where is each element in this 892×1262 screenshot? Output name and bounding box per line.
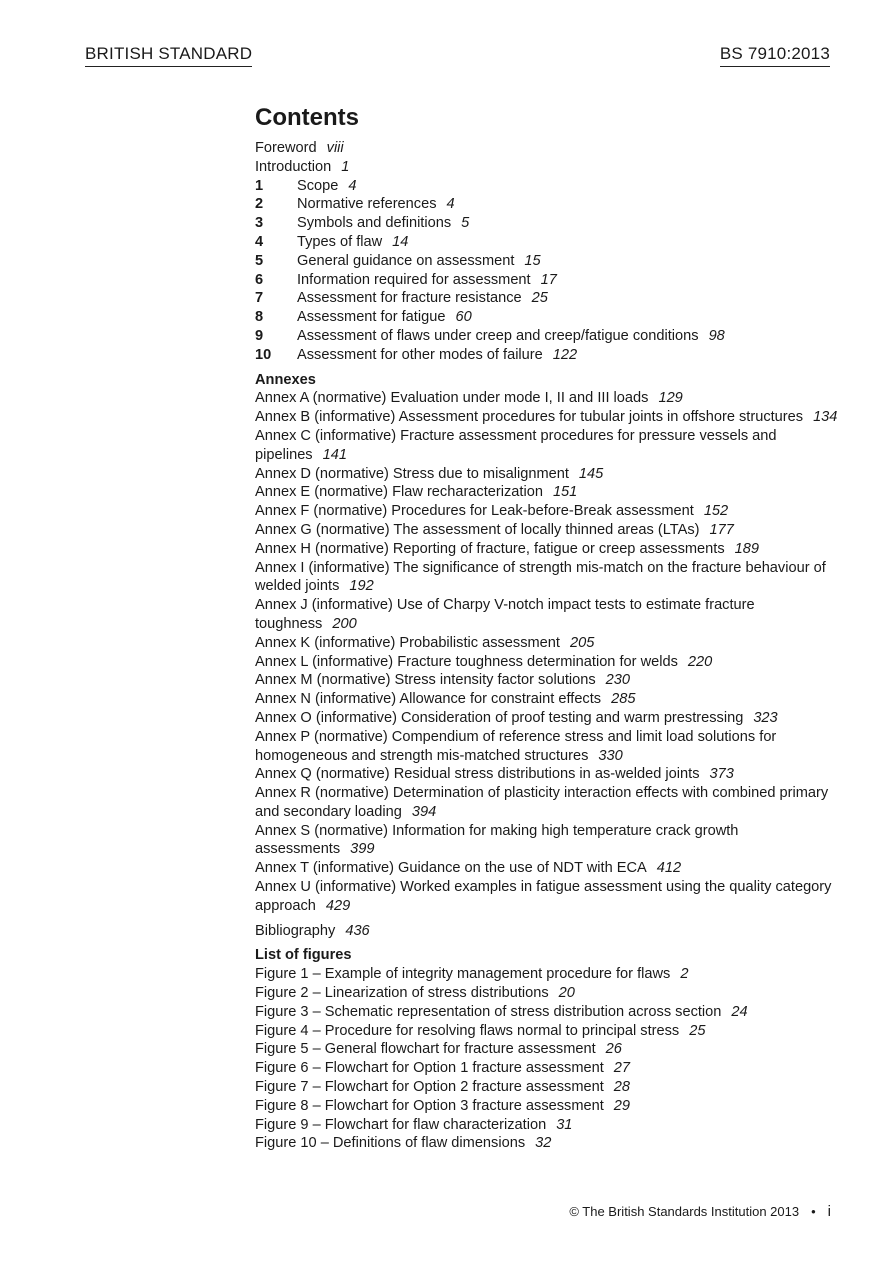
clause-number: 3 bbox=[255, 215, 264, 232]
toc-entry-page: 200 bbox=[332, 615, 357, 632]
toc-entry-label: Figure 7 – Flowchart for Option 2 fracture assessment bbox=[255, 1079, 604, 1096]
toc-figure-1[interactable] bbox=[255, 965, 840, 984]
toc-entry-label: Figure 10 – Definitions of flaw dimensions bbox=[255, 1135, 526, 1152]
toc-entry-page: 5 bbox=[461, 215, 470, 232]
toc-annex-q[interactable] bbox=[255, 765, 840, 784]
toc-entry-label: Annex F (normative) Procedures for Leak-before-Break assessment bbox=[255, 503, 694, 520]
toc-entry-label: Figure 1 – Example of integrity management procedure for flaws bbox=[255, 966, 671, 983]
toc-entry-page: 29 bbox=[613, 1097, 631, 1114]
toc-annex-o[interactable] bbox=[255, 709, 840, 728]
toc-clause-1[interactable] bbox=[255, 177, 840, 196]
toc-entry-page: 25 bbox=[531, 290, 548, 307]
toc-entry-label: Annex S (normative) Information for making high temperature crack growth assessments bbox=[255, 822, 739, 858]
toc-entry-page: 205 bbox=[569, 634, 595, 651]
toc-entry-label: Annex D (normative) Stress due to misalignment bbox=[255, 465, 569, 482]
clause-number: 1 bbox=[255, 177, 264, 194]
toc-entry-page: 399 bbox=[350, 841, 375, 858]
toc-entry-page: 25 bbox=[689, 1022, 706, 1039]
toc-entry-page: 14 bbox=[392, 233, 409, 250]
toc-entry-label: Symbols and definitions bbox=[297, 215, 452, 232]
toc-entry-label: Figure 3 – Schematic representation of stress distribution across section bbox=[255, 1003, 722, 1020]
copyright-notice: © The British Standards Institution 2013 bbox=[569, 1204, 800, 1219]
figure-list bbox=[255, 965, 840, 1153]
toc-entry-label: Figure 6 – Flowchart for Option 1 fracture assessment bbox=[255, 1060, 604, 1077]
toc-entry-label: Figure 5 – General flowchart for fracture assessment bbox=[255, 1041, 596, 1058]
toc-entry-label: Annex C (informative) Fracture assessment procedures for pressure vessels and pipelines bbox=[255, 427, 777, 463]
toc-clause-5[interactable] bbox=[255, 252, 840, 271]
toc-entry-label: Annex L (informative) Fracture toughness determination for welds bbox=[255, 653, 678, 670]
clause-number: 5 bbox=[255, 252, 264, 269]
toc-annex-l[interactable] bbox=[255, 653, 840, 672]
toc-clause-9[interactable] bbox=[255, 327, 840, 346]
toc-entry-label: Annex O (informative) Consideration of proof testing and warm prestressing bbox=[255, 709, 744, 726]
toc-entry-page: 26 bbox=[605, 1041, 622, 1058]
toc-entry-label: Figure 8 – Flowchart for Option 3 fracture assessment bbox=[255, 1097, 604, 1114]
toc-entry-label: Figure 9 – Flowchart for flaw characterization bbox=[255, 1116, 547, 1133]
clause-number: 2 bbox=[255, 196, 264, 213]
toc-entry-page: 4 bbox=[446, 196, 455, 213]
toc-annex-t[interactable] bbox=[255, 859, 840, 878]
toc-entry-label: Annex T (informative) Guidance on the use of NDT with ECA bbox=[255, 860, 647, 877]
toc-entry-page: 134 bbox=[813, 409, 838, 426]
clause-number: 6 bbox=[255, 271, 264, 288]
toc-entry-introduction[interactable] bbox=[255, 158, 840, 177]
toc-entry-label: Foreword bbox=[255, 140, 317, 156]
toc-entry-label: Information required for assessment bbox=[297, 271, 531, 288]
toc-entry-page: 152 bbox=[703, 503, 729, 520]
toc-entry-label: Figure 4 – Procedure for resolving flaws normal to principal stress bbox=[255, 1022, 680, 1039]
toc-entry-page: 189 bbox=[734, 540, 760, 557]
bullet-separator: • bbox=[811, 1204, 816, 1219]
toc-entry-page: 31 bbox=[556, 1116, 573, 1133]
toc-entry-label: General guidance on assessment bbox=[297, 252, 515, 269]
toc-clause-4[interactable] bbox=[255, 233, 840, 252]
toc-entry-page: 28 bbox=[613, 1079, 631, 1096]
toc-annex-a[interactable] bbox=[255, 389, 840, 408]
toc-entry-label: Annex Q (normative) Residual stress distributions in as-welded joints bbox=[255, 766, 700, 783]
toc-entry-page: 394 bbox=[411, 803, 437, 820]
clause-number: 10 bbox=[255, 346, 272, 363]
toc-entry-label: Normative references bbox=[297, 196, 437, 213]
toc-figure-4[interactable] bbox=[255, 1022, 840, 1041]
toc-entry-label: Assessment for fracture resistance bbox=[297, 290, 522, 307]
toc-entry-page: 17 bbox=[540, 271, 557, 288]
toc-clause-2[interactable] bbox=[255, 195, 840, 214]
toc-annex-m[interactable] bbox=[255, 671, 840, 690]
toc-entry-page: 177 bbox=[709, 521, 734, 538]
toc-entry-page: 27 bbox=[613, 1060, 631, 1077]
toc-entry-page: 230 bbox=[605, 672, 631, 689]
toc-entry-page: 2 bbox=[680, 966, 689, 983]
contents-block bbox=[255, 103, 840, 1153]
toc-entry-page: 192 bbox=[349, 578, 374, 595]
figures-heading: List of figures bbox=[255, 947, 352, 964]
page-number: i bbox=[827, 1203, 831, 1220]
toc-entry-page: 24 bbox=[731, 1003, 748, 1020]
front-matter-list bbox=[255, 139, 840, 177]
toc-clause-6[interactable] bbox=[255, 271, 840, 290]
toc-figure-8[interactable] bbox=[255, 1097, 840, 1116]
toc-entry-page: 373 bbox=[709, 766, 734, 783]
toc-entry-page: 145 bbox=[578, 465, 604, 482]
toc-entry-label: Annex I (informative) The significance of strength mis-match on the fracture behaviour of welded joints bbox=[255, 559, 826, 595]
toc-entry-page: 436 bbox=[345, 922, 370, 939]
toc-figure-10[interactable] bbox=[255, 1134, 840, 1153]
toc-entry-page: 412 bbox=[656, 860, 682, 877]
toc-entry-page: 15 bbox=[524, 252, 541, 269]
toc-clause-10[interactable] bbox=[255, 346, 840, 365]
toc-entry-label: Assessment for fatigue bbox=[297, 309, 446, 326]
toc-figure-3[interactable] bbox=[255, 1003, 840, 1022]
toc-entry-label: Assessment of flaws under creep and creep/fatigue conditions bbox=[297, 327, 699, 344]
toc-annex-f[interactable] bbox=[255, 502, 840, 521]
toc-entry-page: 429 bbox=[325, 897, 351, 914]
toc-clause-3[interactable] bbox=[255, 214, 840, 233]
toc-annex-d[interactable] bbox=[255, 465, 840, 484]
toc-entry-foreword[interactable] bbox=[255, 139, 840, 158]
toc-entry-label: Figure 2 – Linearization of stress distributions bbox=[255, 985, 549, 1002]
toc-entry-page: 32 bbox=[535, 1135, 552, 1152]
toc-annex-k[interactable] bbox=[255, 634, 840, 653]
toc-entry-page: 4 bbox=[348, 177, 357, 194]
toc-annex-n[interactable] bbox=[255, 690, 840, 709]
annex-list bbox=[255, 389, 840, 915]
toc-entry-label: Annex J (informative) Use of Charpy V-notch impact tests to estimate fracture toughness bbox=[255, 597, 755, 632]
clause-number: 7 bbox=[255, 290, 264, 307]
toc-entry-page: 20 bbox=[558, 985, 575, 1002]
toc-annex-g[interactable] bbox=[255, 521, 840, 540]
toc-entry-label: Annex G (normative) The assessment of locally thinned areas (LTAs) bbox=[255, 521, 700, 538]
toc-entry-page: 285 bbox=[611, 691, 636, 708]
toc-figure-2[interactable] bbox=[255, 984, 840, 1003]
toc-entry-label: Annex H (normative) Reporting of fracture, fatigue or creep assessments bbox=[255, 540, 725, 557]
toc-annex-i[interactable] bbox=[255, 559, 840, 597]
toc-entry-label: Annex P (normative) Compendium of reference stress and limit load solutions for homogeneous and strength mis-matched structures bbox=[255, 728, 777, 764]
toc-clause-8[interactable] bbox=[255, 308, 840, 327]
toc-entry-page: 122 bbox=[552, 346, 578, 363]
toc-annex-u[interactable] bbox=[255, 878, 840, 916]
toc-entry-page: 141 bbox=[322, 446, 347, 463]
toc-figure-7[interactable] bbox=[255, 1078, 840, 1097]
toc-entry-label: Annex N (informative) Allowance for constraint effects bbox=[255, 691, 602, 708]
toc-annex-b[interactable] bbox=[255, 408, 840, 427]
toc-entry-label: Bibliography bbox=[255, 922, 336, 939]
clause-number: 8 bbox=[255, 309, 264, 326]
toc-figure-6[interactable] bbox=[255, 1059, 840, 1078]
toc-entry-label: Scope bbox=[297, 177, 339, 194]
toc-annex-c[interactable] bbox=[255, 427, 840, 465]
toc-entry-label: Annex R (normative) Determination of plasticity interaction effects with combined primary and secondary loading bbox=[255, 785, 829, 820]
toc-annex-e[interactable] bbox=[255, 483, 840, 502]
toc-figure-5[interactable] bbox=[255, 1040, 840, 1059]
toc-entry-label: Annex U (informative) Worked examples in fatigue assessment using the quality category approach bbox=[255, 879, 832, 914]
toc-entry-label: Annex M (normative) Stress intensity factor solutions bbox=[255, 672, 596, 689]
clause-list bbox=[255, 177, 840, 365]
toc-entry-page: 98 bbox=[708, 327, 725, 344]
toc-clause-7[interactable] bbox=[255, 289, 840, 308]
clause-number: 4 bbox=[255, 233, 264, 250]
toc-entry-label: Annex B (informative) Assessment procedures for tubular joints in offshore structures bbox=[255, 409, 804, 426]
toc-figure-9[interactable] bbox=[255, 1116, 840, 1135]
running-header-left: BRITISH STANDARD bbox=[85, 44, 252, 67]
toc-annex-j[interactable] bbox=[255, 596, 840, 634]
annexes-heading: Annexes bbox=[255, 371, 316, 388]
toc-entry-page: 60 bbox=[455, 309, 472, 326]
page-footer bbox=[569, 1203, 831, 1220]
toc-entry-label: Introduction bbox=[255, 158, 332, 175]
toc-annex-s[interactable] bbox=[255, 822, 840, 860]
toc-entry-page: 129 bbox=[658, 390, 683, 407]
toc-entry-page: viii bbox=[326, 140, 344, 156]
toc-entry-label: Annex A (normative) Evaluation under mode I, II and III loads bbox=[255, 390, 649, 407]
toc-annex-r[interactable] bbox=[255, 784, 840, 822]
toc-entry-page: 220 bbox=[687, 653, 713, 670]
toc-entry-page: 1 bbox=[341, 158, 350, 175]
toc-entry-page: 323 bbox=[753, 709, 778, 726]
toc-entry-page: 151 bbox=[552, 484, 578, 501]
toc-entry-bibliography[interactable] bbox=[255, 922, 840, 941]
toc-entry-label: Annex E (normative) Flaw recharacterization bbox=[255, 484, 543, 501]
toc-entry-label: Annex K (informative) Probabilistic assessment bbox=[255, 634, 560, 651]
toc-annex-p[interactable] bbox=[255, 728, 840, 766]
clause-number: 9 bbox=[255, 327, 264, 344]
toc-entry-label: Assessment for other modes of failure bbox=[297, 346, 543, 363]
page-title: Contents bbox=[255, 104, 359, 131]
toc-entry-label: Types of flaw bbox=[297, 233, 383, 250]
toc-entry-page: 330 bbox=[598, 747, 623, 764]
running-header-right: BS 7910:2013 bbox=[720, 44, 830, 67]
toc-annex-h[interactable] bbox=[255, 540, 840, 559]
